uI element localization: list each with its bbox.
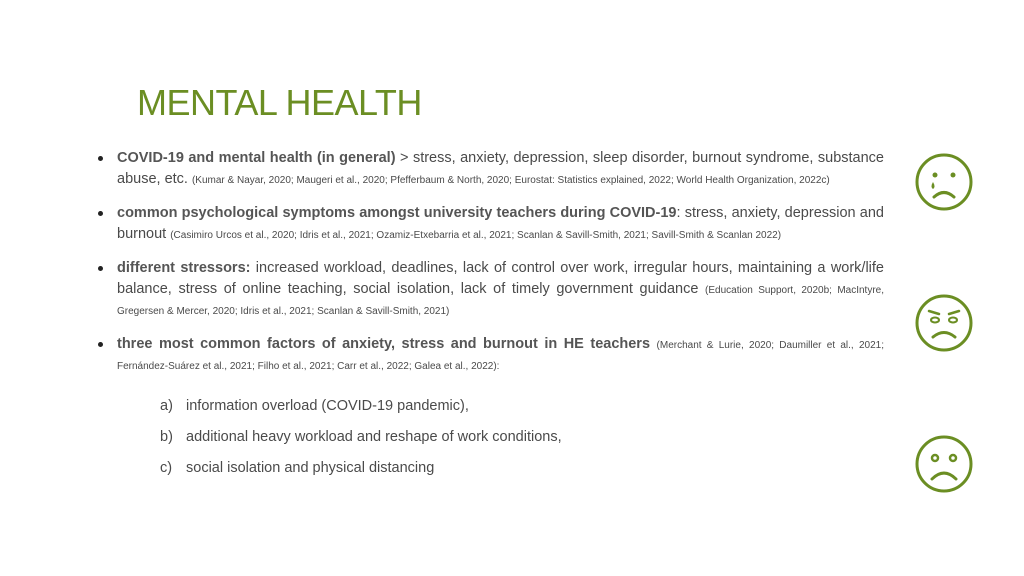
bullet-heading: COVID-19 and mental health (in general) xyxy=(117,150,396,166)
bullet-citation: (Merchant & Lurie, 2020; Daumiller et al., 2021; Fernández-Suárez et al., 2021; Filho et al., 2021; Carr et al., 2022; Galea et al., 2022): xyxy=(117,340,884,372)
bullet-text: : stress, anxiety, depression and burnout xyxy=(117,205,884,242)
bullet-heading: different stressors: xyxy=(117,260,251,276)
crying-face-icon xyxy=(914,152,974,212)
sub-item-text: additional heavy workload and reshape of work conditions, xyxy=(186,429,562,445)
bullet-text: > stress, anxiety, depression, sleep disorder, burnout syndrome, substance abuse, etc. xyxy=(117,150,884,187)
bullet-item-common-symptoms xyxy=(96,203,884,245)
bullet-heading: common psychological symptoms amongst university teachers during COVID-19 xyxy=(117,205,677,221)
bullet-citation: (Kumar & Nayar, 2020; Maugeri et al., 2020; Pfefferbaum & North, 2020; Eurostat: Statistics explained, 2022; World Health Organization, 2022c) xyxy=(191,175,830,186)
bullet-list xyxy=(96,148,884,389)
bullet-citation: (Education Support, 2020b; MacIntyre, Gregersen & Mercer, 2020; Idris et al., 2021; Scanlan & Savill-Smith, 2021) xyxy=(117,285,884,317)
sub-item-text: social isolation and physical distancing xyxy=(186,460,435,476)
bullet-item-covid-mental-health xyxy=(96,148,884,190)
sub-item-letter: a) xyxy=(160,398,173,414)
sub-item-text: information overload (COVID-19 pandemic), xyxy=(186,398,469,414)
slide-title: MENTAL HEALTH xyxy=(137,82,422,123)
bullet-dot xyxy=(98,342,103,347)
bullet-item-common-factors xyxy=(96,334,884,376)
bullet-text: increased workload, deadlines, lack of control over work, irregular hours, maintaining a work/life balance, stress of online teaching, social isolation, lack of timely government guidance xyxy=(117,260,884,297)
bullet-dot xyxy=(98,156,103,161)
sad-face-icon xyxy=(914,434,974,494)
sub-item-a xyxy=(160,398,469,414)
sub-item-letter: b) xyxy=(160,429,173,445)
sub-item-letter: c) xyxy=(160,460,173,476)
bullet-dot xyxy=(98,266,103,271)
bullet-citation: (Casimiro Urcos et al., 2020; Idris et al., 2021; Ozamiz-Etxebarria et al., 2021; Scanlan & Savill-Smith, 2021; Savill-Smith & Scanlan 2022) xyxy=(170,230,782,241)
sub-item-c xyxy=(160,460,434,476)
worried-face-icon xyxy=(914,293,974,353)
bullet-heading: three most common factors of anxiety, stress and burnout in HE teachers xyxy=(117,336,651,352)
bullet-item-stressors xyxy=(96,258,884,321)
bullet-dot xyxy=(98,211,103,216)
sub-item-b xyxy=(160,429,562,445)
